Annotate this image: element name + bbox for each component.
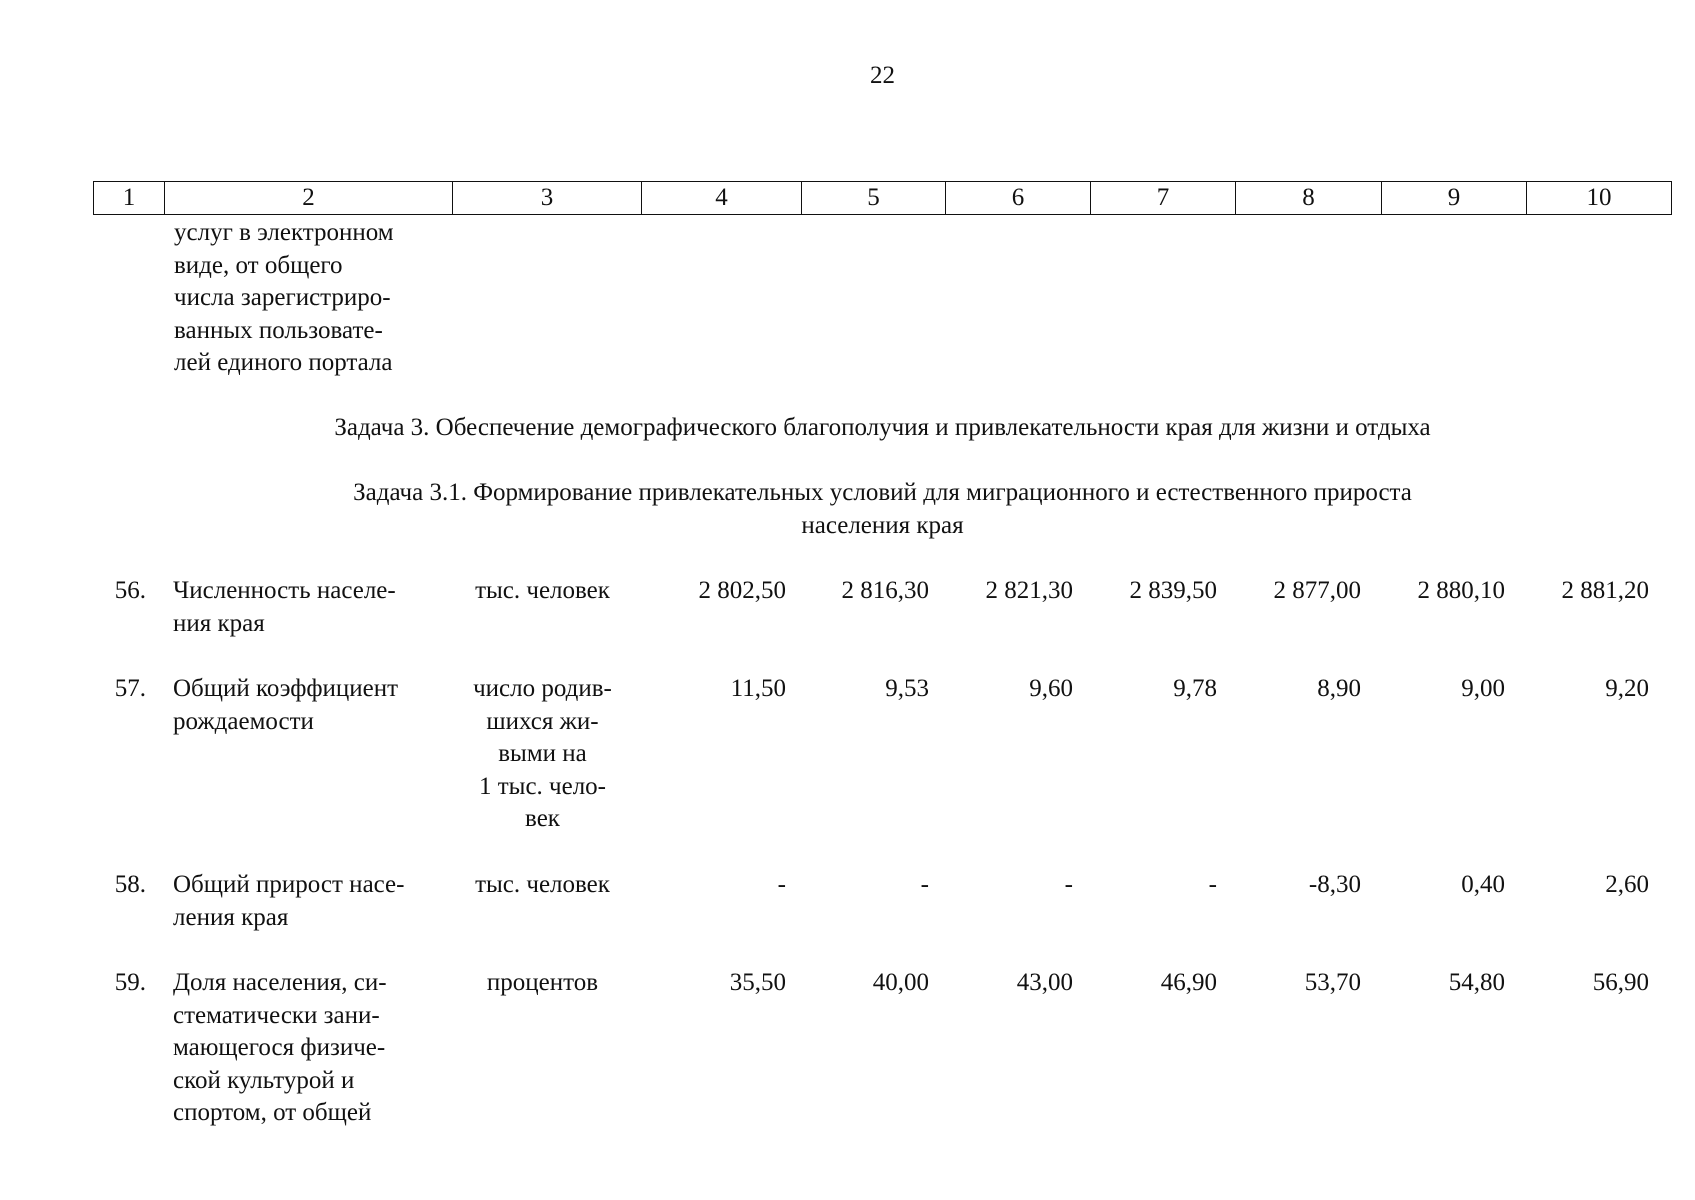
- text-line: рождаемости: [173, 707, 314, 735]
- column-number: 2: [165, 182, 453, 215]
- text-line: мающегося физиче-: [173, 1034, 386, 1061]
- value-cell: 8,90: [1317, 675, 1361, 702]
- text-line: ской культурой и: [173, 1066, 355, 1094]
- value-cell: -8,30: [1308, 871, 1361, 898]
- text-line: тыс. человек: [475, 577, 610, 604]
- column-number: 4: [642, 182, 802, 215]
- row-number: 56.: [114, 577, 146, 604]
- text-line: ванных пользовате-: [174, 316, 383, 344]
- text-line: Задача 3.1. Формирование привлекательных условий для миграционного и естественного прироста: [353, 479, 1412, 506]
- indicator-name: [173, 673, 453, 738]
- text-line: Общий прирост насе-: [173, 871, 405, 898]
- column-number: 1: [94, 182, 165, 215]
- value-cell: 9,60: [1029, 675, 1073, 702]
- text-line: процентов: [486, 969, 599, 996]
- value-cell: 54,80: [1448, 969, 1505, 996]
- value-cell: 2 880,10: [1417, 577, 1505, 604]
- value-cell: 53,70: [1304, 969, 1361, 996]
- column-number: 3: [453, 182, 642, 215]
- column-number: 7: [1091, 182, 1236, 215]
- row-number: 59.: [114, 969, 146, 996]
- value-cell: 40,00: [872, 969, 929, 996]
- unit-of-measure: [455, 967, 630, 1000]
- value-cell: 43,00: [1016, 969, 1073, 996]
- text-line: выми на: [498, 740, 587, 767]
- indicator-name: [173, 869, 453, 934]
- text-line: Доля населения, си-: [173, 969, 387, 996]
- row-number: 57.: [114, 675, 146, 702]
- column-number: 5: [802, 182, 946, 215]
- column-number: 10: [1527, 182, 1672, 215]
- row-number: 58.: [114, 871, 146, 898]
- text-line: ления края: [173, 903, 289, 931]
- column-number: 9: [1382, 182, 1527, 215]
- value-cell: -: [1208, 871, 1217, 898]
- text-line: стематически зани-: [173, 1001, 380, 1029]
- text-line: тыс. человек: [475, 871, 610, 898]
- unit-of-measure: [455, 575, 630, 608]
- column-number: 8: [1236, 182, 1382, 215]
- column-number-header: [93, 181, 1672, 215]
- value-cell: 2 877,00: [1273, 577, 1361, 604]
- value-cell: 2 839,50: [1129, 577, 1217, 604]
- value-cell: 56,90: [1592, 969, 1649, 996]
- value-cell: 9,78: [1173, 675, 1217, 702]
- value-cell: 9,00: [1461, 675, 1505, 702]
- value-cell: 9,53: [885, 675, 929, 702]
- text-line: спортом, от общей: [173, 1099, 372, 1126]
- value-cell: -: [777, 871, 786, 898]
- value-cell: 9,20: [1605, 675, 1649, 702]
- text-line: ния края: [173, 609, 265, 637]
- indicator-name: [173, 967, 453, 1130]
- value-cell: 46,90: [1160, 969, 1217, 996]
- text-line: Численность населе-: [173, 577, 396, 604]
- value-cell: 35,50: [729, 969, 786, 996]
- column-number: 6: [946, 182, 1091, 215]
- indicator-name: [173, 575, 453, 640]
- text-line: числа зарегистриро-: [174, 284, 391, 311]
- text-line: шихся жи-: [486, 707, 599, 735]
- value-cell: -: [920, 871, 929, 898]
- value-cell: 2 821,30: [985, 577, 1073, 604]
- text-line: услуг в электронном: [174, 219, 394, 246]
- text-line: Общий коэффициент: [173, 675, 399, 702]
- text-line: век: [525, 805, 560, 832]
- unit-of-measure: [455, 673, 630, 836]
- value-cell: 2,60: [1605, 871, 1649, 898]
- task-3-1-heading: [200, 477, 1565, 542]
- value-cell: -: [1064, 871, 1073, 898]
- value-cell: 2 816,30: [841, 577, 929, 604]
- text-line: виде, от общего: [174, 251, 343, 279]
- text-line: 1 тыс. чело-: [478, 772, 607, 800]
- value-cell: 2 881,20: [1561, 577, 1649, 604]
- continued-indicator-text: [174, 217, 444, 380]
- value-cell: 2 802,50: [698, 577, 786, 604]
- task-3-heading: Задача 3. Обеспечение демографического благополучия и привлекательности края для жизни и отдыха: [334, 414, 1431, 441]
- text-line: число родив-: [473, 675, 612, 702]
- text-line: лей единого портала: [174, 349, 393, 376]
- unit-of-measure: [455, 869, 630, 902]
- text-line: населения края: [801, 511, 964, 539]
- page-number: 22: [870, 62, 895, 89]
- value-cell: 11,50: [730, 675, 786, 702]
- value-cell: 0,40: [1461, 871, 1505, 898]
